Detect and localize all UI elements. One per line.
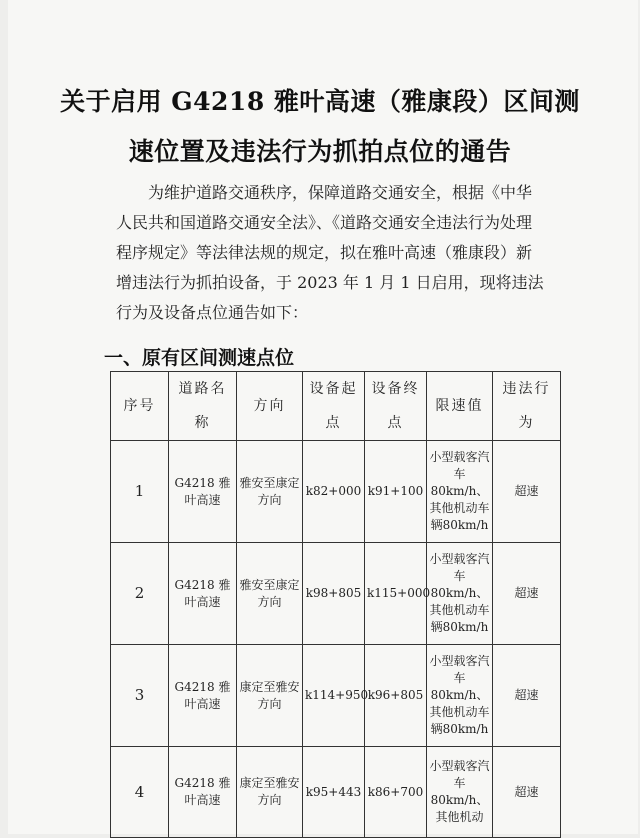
body-line: 行为及设备点位通告如下： <box>116 303 309 322</box>
cell-direction: 雅安至康定方向 <box>237 441 303 543</box>
notice-title-line-2: 速位置及违法行为抓拍点位的通告 <box>128 137 512 166</box>
cell-end: k96+805 <box>365 645 427 747</box>
cell-end: k91+100 <box>365 441 427 543</box>
cell-start: k98+805 <box>303 543 365 645</box>
cell-limit: 小型载客汽车80km/h、其他机动 <box>427 747 493 838</box>
notice-body <box>116 178 556 328</box>
section-title: 一、原有区间测速点位 <box>104 347 295 369</box>
table-header-row <box>111 372 561 441</box>
header-road: 道路名称 <box>169 372 237 441</box>
table-row <box>111 747 561 838</box>
cell-violation: 超速 <box>493 441 561 543</box>
body-line: 人民共和国道路交通安全法》、《道路交通安全违法行为处理 <box>116 213 533 232</box>
header-end: 设备终点 <box>365 372 427 441</box>
cell-direction: 康定至雅安方向 <box>237 645 303 747</box>
cell-road: G4218 雅叶高速 <box>169 543 237 645</box>
cell-limit: 小型载客汽车80km/h、其他机动车辆80km/h <box>427 543 493 645</box>
table-row <box>111 441 561 543</box>
header-direction: 方向 <box>237 372 303 441</box>
cell-road: G4218 雅叶高速 <box>169 747 237 838</box>
cell-no: 1 <box>111 441 169 543</box>
cell-end: k115+000 <box>365 543 427 645</box>
table-row <box>111 645 561 747</box>
cell-violation: 超速 <box>493 645 561 747</box>
table-row <box>111 543 561 645</box>
header-no: 序号 <box>111 372 169 441</box>
cell-direction: 康定至雅安方向 <box>237 747 303 838</box>
cell-limit: 小型载客汽车80km/h、其他机动车辆80km/h <box>427 441 493 543</box>
body-line: 增违法行为抓拍设备，于 2023 年 1 月 1 日启用，现将违法 <box>116 273 544 292</box>
speed-camera-table <box>110 371 561 838</box>
header-limit: 限速值 <box>427 372 493 441</box>
header-start: 设备起点 <box>303 372 365 441</box>
cell-no: 2 <box>111 543 169 645</box>
cell-start: k95+443 <box>303 747 365 838</box>
header-violation: 违法行为 <box>493 372 561 441</box>
cell-direction: 雅安至康定方向 <box>237 543 303 645</box>
notice-title-line-1: 关于启用 G4218 雅叶高速（雅康段）区间测 <box>60 87 580 116</box>
body-line: 程序规定》等法律法规的规定，拟在雅叶高速（雅康段）新 <box>116 243 533 262</box>
cell-violation: 超速 <box>493 747 561 838</box>
body-line: 为维护道路交通秩序，保障道路交通安全，根据《中华 <box>148 183 533 202</box>
cell-no: 3 <box>111 645 169 747</box>
cell-start: k82+000 <box>303 441 365 543</box>
cell-start: k114+950 <box>303 645 365 747</box>
cell-end: k86+700 <box>365 747 427 838</box>
cell-road: G4218 雅叶高速 <box>169 441 237 543</box>
cell-limit: 小型载客汽车80km/h、其他机动车辆80km/h <box>427 645 493 747</box>
cell-no: 4 <box>111 747 169 838</box>
cell-road: G4218 雅叶高速 <box>169 645 237 747</box>
cell-violation: 超速 <box>493 543 561 645</box>
